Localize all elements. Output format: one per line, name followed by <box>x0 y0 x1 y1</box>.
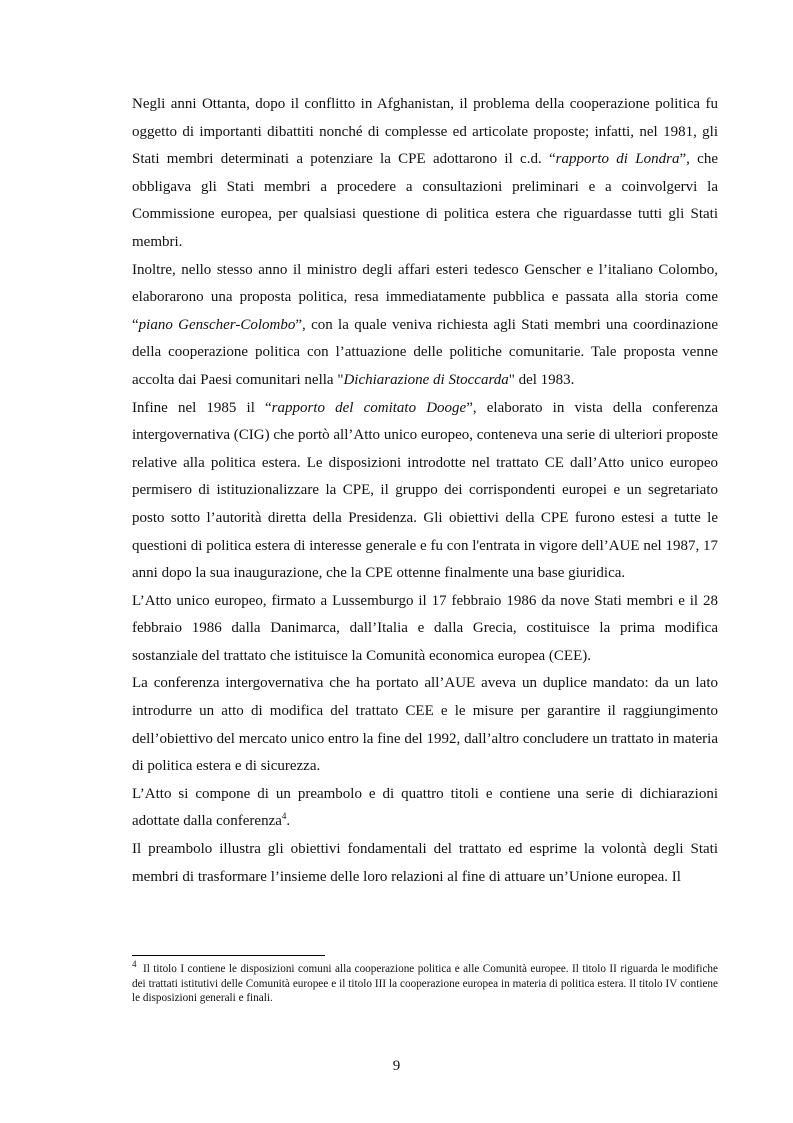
text-run: ”, che obbligava gli Stati membri a procedere a consultazioni preliminari e a coinvolgervi la Commissione europea, per qualsiasi questione di politica estera che riguardasse tutti gli Stati membri. <box>132 151 718 250</box>
footnote-text: Il titolo I contiene le disposizioni comuni alla cooperazione politica e alle Comunità europee. Il titolo II riguarda le modifiche dei trattati istitutivi delle Comunità europee e il titolo III la cooperazione europea in materia di politica estera. Il titolo IV contiene le disposizioni generali e finali. <box>132 963 718 1005</box>
text-run: Inoltre, nello stesso anno il ministro degli affari esteri tedesco Genscher e l’italiano Colombo, elaborarono una proposta politica, resa immediatamente pubblica e passata alla storia come “ <box>132 261 718 333</box>
paragraph-preambolo: Il preambolo illustra gli obiettivi fondamentali del trattato ed esprime la volontà degli Stati membri di trasformare l’insieme delle loro relazioni al fine di attuare un’Unione europea. Il <box>132 841 718 885</box>
page-number: 9 <box>392 1058 401 1074</box>
paragraph-comitato-dooge <box>132 395 718 588</box>
text-run: Infine nel 1985 il “ <box>132 399 272 416</box>
text-run: " del 1983. <box>508 371 575 388</box>
italic-run: rapporto di Londra <box>555 151 680 168</box>
footnote <box>132 959 718 1006</box>
text-run: L’Atto si compone di un preambolo e di quattro titoli e contiene una serie di dichiarazioni adottate dalla conferenza <box>132 785 718 830</box>
paragraph-struttura-atto <box>132 781 718 836</box>
text-run: ”, con la quale veniva richiesta agli Stati membri una coordinazione della cooperazione politica con l’attuazione delle politiche comunitarie. Tale proposta venne accolta dai Paesi comunitari nella " <box>132 316 718 388</box>
paragraph-atto-unico: L’Atto unico europeo, firmato a Lussemburgo il 17 febbraio 1986 da nove Stati membri e il 28 febbraio 1986 dalla Danimarca, dall’Italia e dalla Grecia, costituisce la prima modifica sostanziale del trattato che istituisce la Comunità economica europea (CEE). <box>132 592 718 664</box>
footnote-reference[interactable]: 4 <box>281 811 287 822</box>
page-body <box>132 91 718 891</box>
footnote-number: 4 <box>132 959 137 970</box>
italic-run: rapporto del comitato Dooge <box>271 399 467 416</box>
paragraph-conferenza: La conferenza intergovernativa che ha portato all’AUE aveva un duplice mandato: da un lato introdurre un atto di modifica del trattato CEE e le misure per garantire il raggiungimento dell’obiettivo del mercato unico entro la fine del 1992, dall’altro concludere un trattato in materia di politica estera e di sicurezza. <box>132 675 718 775</box>
italic-run: Dichiarazione di Stoccarda <box>343 371 509 388</box>
paragraph-genscher-colombo <box>132 257 718 395</box>
italic-run: piano Genscher-Colombo <box>138 316 296 333</box>
paragraph-rapporto-londra <box>132 91 718 257</box>
text-run: Negli anni Ottanta, dopo il conflitto in Afghanistan, il problema della cooperazione politica fu oggetto di importanti dibattiti nonché di complesse ed articolate proposte; infatti, nel 1981, gli Stati membri determinati a potenziare la CPE adottarono il c.d. “ <box>132 96 718 168</box>
text-run: ”, elaborato in vista della conferenza intergovernativa (CIG) che portò all’Atto unico europeo, conteneva una serie di ulteriori proposte relative alla politica estera. Le disposizioni introdotte nel trattato CE dall’Atto unico europeo permisero di istituzionalizzare la CPE, il gruppo dei corrispondenti europei e un segretariato posto sotto l’autorità diretta della Presidenza. Gli obiettivi della CPE furono estesi a tutte le questioni di politica estera di interesse generale e fu con l'entrata in vigore dell’AUE nel 1987, 17 anni dopo la sua inaugurazione, che la CPE ottenne finalmente una base giuridica. <box>132 399 718 582</box>
text-run: . <box>286 813 291 830</box>
footnote-separator <box>132 955 325 956</box>
